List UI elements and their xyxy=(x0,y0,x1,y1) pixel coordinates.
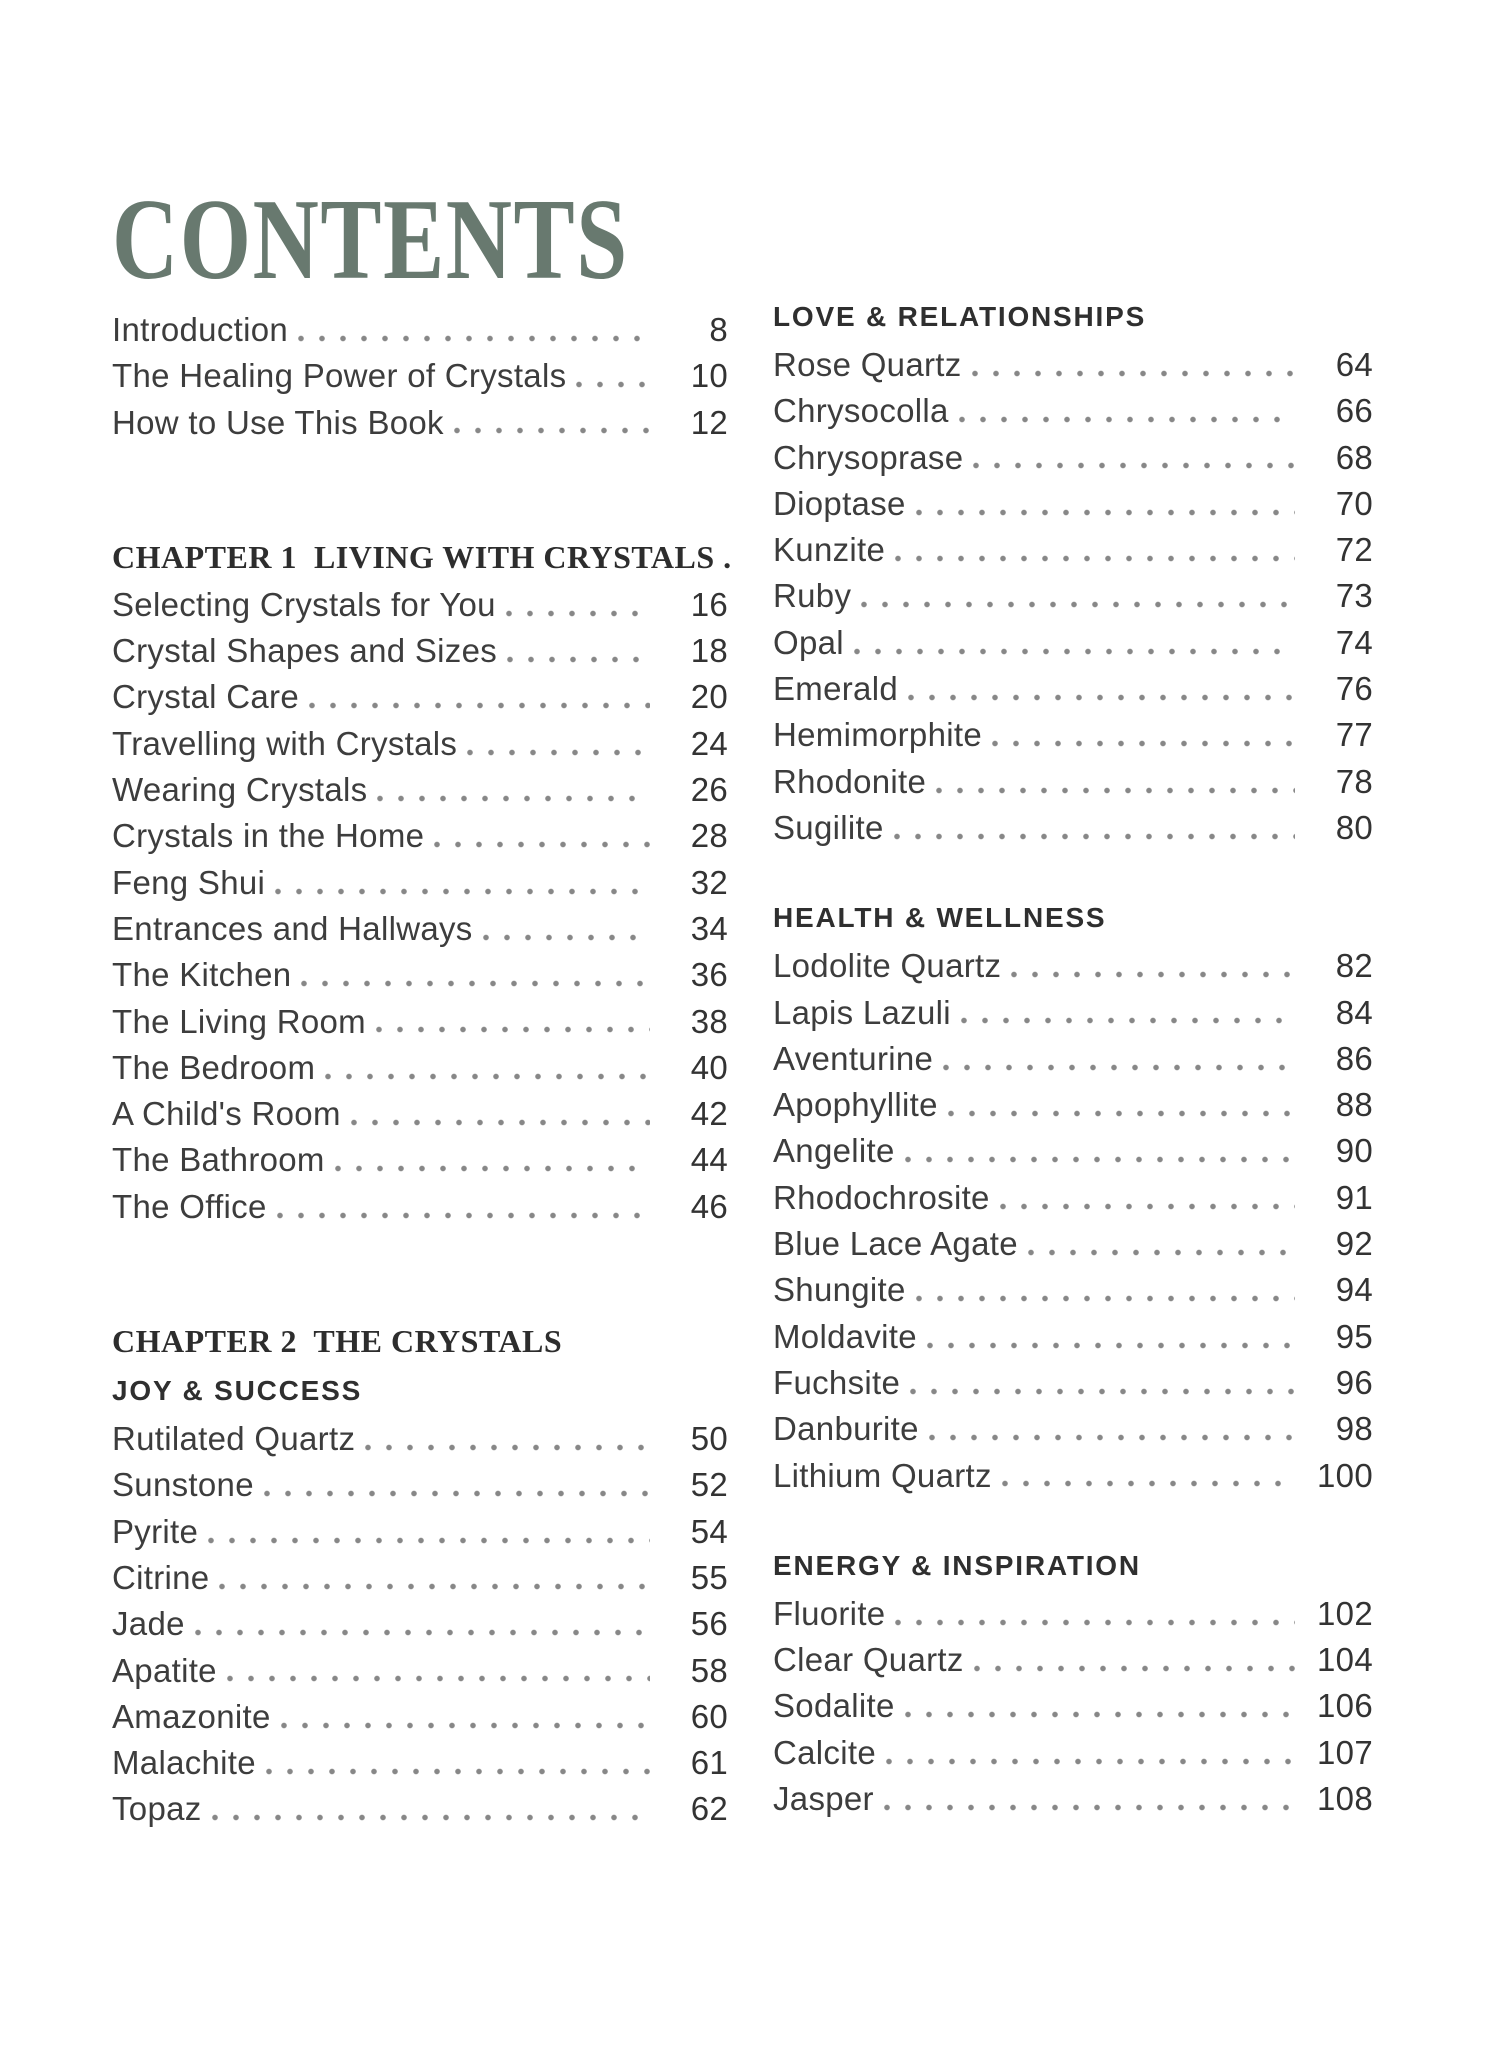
toc-entry-label: Hemimorphite xyxy=(773,716,982,754)
dot-leader xyxy=(467,721,650,767)
toc-entry xyxy=(773,1221,1373,1267)
toc-entry-label: Sugilite xyxy=(773,808,884,846)
toc-entry-label: Apatite xyxy=(112,1651,217,1689)
toc-entry xyxy=(773,342,1373,388)
dot-leader xyxy=(309,674,650,720)
toc-entry-page: 88 xyxy=(1335,1086,1373,1124)
toc-entry xyxy=(773,1175,1373,1221)
dot-leader xyxy=(908,666,1295,712)
dot-leader xyxy=(266,1740,650,1786)
toc-entry-label: Danburite xyxy=(773,1410,919,1448)
dot-leader xyxy=(1028,1221,1295,1267)
dot-leader xyxy=(905,1683,1295,1729)
toc-entry-page: 90 xyxy=(1335,1132,1373,1170)
section-heading: HEALTH & WELLNESS xyxy=(773,902,1107,934)
toc-entry-label: Dioptase xyxy=(773,484,906,522)
dot-leader xyxy=(886,1730,1295,1776)
toc-entry-page: 100 xyxy=(1317,1456,1373,1494)
dot-leader xyxy=(961,990,1295,1036)
dot-leader xyxy=(884,1776,1295,1822)
toc-entry-page: 18 xyxy=(690,632,728,670)
toc-entry-page: 42 xyxy=(690,1095,728,1133)
toc-entry xyxy=(773,805,1373,851)
toc-entry-page: 54 xyxy=(690,1512,728,1550)
toc-entry xyxy=(112,1648,728,1694)
toc-entry xyxy=(773,1036,1373,1082)
dot-leader xyxy=(277,1184,650,1230)
dot-leader xyxy=(948,1082,1295,1128)
dot-leader xyxy=(959,388,1295,434)
toc-entry-page: 60 xyxy=(690,1697,728,1735)
toc-entry-page: 46 xyxy=(690,1187,728,1225)
toc-entry-label: The Living Room xyxy=(112,1002,366,1040)
page-title: CONTENTS xyxy=(112,175,629,304)
toc-entry xyxy=(773,943,1373,989)
toc-entry xyxy=(112,1555,728,1601)
dot-leader xyxy=(936,759,1295,805)
toc-entry-page: 94 xyxy=(1335,1271,1373,1309)
toc-entry-label: Pyrite xyxy=(112,1512,199,1550)
dot-leader xyxy=(854,620,1295,666)
toc-entry-label: Lithium Quartz xyxy=(773,1456,992,1494)
toc-entry-group xyxy=(773,342,1373,851)
toc-entry-page: 28 xyxy=(690,817,728,855)
toc-entry-page: 34 xyxy=(690,909,728,947)
toc-entry-page: 68 xyxy=(1335,438,1373,476)
toc-entry xyxy=(773,1082,1373,1128)
dot-leader xyxy=(434,813,650,859)
toc-entry-label: Selecting Crystals for You xyxy=(112,585,496,623)
toc-entry xyxy=(112,582,728,628)
dot-leader xyxy=(506,582,650,628)
toc-entry-label: Wearing Crystals xyxy=(112,771,368,809)
toc-entry-page: 72 xyxy=(1335,531,1373,569)
toc-entry-label: Lapis Lazuli xyxy=(773,993,951,1031)
toc-entry-page: 107 xyxy=(1317,1733,1373,1771)
toc-column-left xyxy=(112,307,732,1833)
toc-entry xyxy=(773,1267,1373,1313)
toc-entry-label: Sunstone xyxy=(112,1466,254,1504)
toc-entry xyxy=(773,990,1373,1036)
chapter-heading: CHAPTER 2 THE CRYSTALS xyxy=(112,1323,563,1360)
toc-entry-page: 10 xyxy=(690,357,728,395)
toc-entry-label: Clear Quartz xyxy=(773,1641,964,1679)
toc-entry-page: 40 xyxy=(690,1048,728,1086)
dot-leader xyxy=(861,573,1295,619)
toc-entry-page: 98 xyxy=(1335,1410,1373,1448)
dot-leader xyxy=(943,1036,1295,1082)
toc-entry-page: 91 xyxy=(1335,1178,1373,1216)
dot-leader xyxy=(895,1591,1295,1637)
toc-entry xyxy=(112,952,728,998)
dot-leader xyxy=(377,767,650,813)
toc-entry-label: Crystals in the Home xyxy=(112,817,425,855)
toc-entry-label: Travelling with Crystals xyxy=(112,724,458,762)
dot-leader xyxy=(927,1314,1295,1360)
toc-entry-group xyxy=(112,582,728,1230)
toc-entry-page: 73 xyxy=(1335,577,1373,615)
section-heading: JOY & SUCCESS xyxy=(112,1375,363,1407)
toc-entry-label: Citrine xyxy=(112,1558,210,1596)
toc-entry-page: 32 xyxy=(690,863,728,901)
toc-entry xyxy=(112,1045,728,1091)
toc-entry xyxy=(112,400,728,446)
toc-entry xyxy=(773,1730,1373,1776)
toc-entry-page: 102 xyxy=(1317,1594,1373,1632)
toc-entry-page: 70 xyxy=(1335,484,1373,522)
dot-leader xyxy=(281,1694,650,1740)
toc-entry xyxy=(112,1416,728,1462)
toc-entry-label: Angelite xyxy=(773,1132,895,1170)
toc-entry-page: 56 xyxy=(690,1605,728,1643)
toc-entry-label: Emerald xyxy=(773,670,898,708)
dot-leader xyxy=(376,999,650,1045)
toc-entry xyxy=(773,527,1373,573)
toc-entry-group xyxy=(112,1416,728,1833)
toc-entry-page: 38 xyxy=(690,1002,728,1040)
toc-entry-page: 12 xyxy=(690,403,728,441)
toc-entry-label: Topaz xyxy=(112,1790,202,1828)
toc-entry xyxy=(112,999,728,1045)
toc-entry xyxy=(112,1509,728,1555)
toc-entry-label: Ruby xyxy=(773,577,852,615)
toc-entry-page: 78 xyxy=(1335,762,1373,800)
toc-entry xyxy=(112,674,728,720)
toc-entry xyxy=(112,1184,728,1230)
toc-entry xyxy=(112,860,728,906)
toc-entry xyxy=(773,620,1373,666)
toc-entry-page: 92 xyxy=(1335,1225,1373,1263)
toc-entry-page: 55 xyxy=(690,1558,728,1596)
toc-entry xyxy=(773,1360,1373,1406)
section-heading: ENERGY & INSPIRATION xyxy=(773,1549,1141,1581)
toc-entry xyxy=(112,813,728,859)
toc-entry-page: 62 xyxy=(690,1790,728,1828)
toc-entry xyxy=(112,1462,728,1508)
toc-entry-label: Apophyllite xyxy=(773,1086,938,1124)
toc-entry-page: 74 xyxy=(1335,623,1373,661)
toc-entry-label: Fuchsite xyxy=(773,1363,901,1401)
dot-leader xyxy=(972,342,1295,388)
dot-leader xyxy=(1000,1175,1295,1221)
dot-leader xyxy=(916,481,1295,527)
dot-leader xyxy=(507,628,650,674)
toc-column-right xyxy=(773,292,1373,1822)
toc-entry-page: 96 xyxy=(1335,1363,1373,1401)
toc-entry-page: 77 xyxy=(1335,716,1373,754)
toc-entry-label: Entrances and Hallways xyxy=(112,909,473,947)
toc-entry-label: The Bathroom xyxy=(112,1141,325,1179)
toc-entry xyxy=(112,1137,728,1183)
toc-entry-label: Rutilated Quartz xyxy=(112,1420,356,1458)
toc-entry-label: Feng Shui xyxy=(112,863,266,901)
dot-leader xyxy=(208,1509,650,1555)
toc-entry-page: 58 xyxy=(690,1651,728,1689)
toc-entry xyxy=(773,1683,1373,1729)
dot-leader xyxy=(1002,1453,1295,1499)
toc-entry-label: The Kitchen xyxy=(112,956,292,994)
toc-entry xyxy=(773,388,1373,434)
toc-entry-label: Introduction xyxy=(112,311,289,348)
toc-entry xyxy=(112,1786,728,1832)
toc-entry xyxy=(112,1091,728,1137)
dot-leader xyxy=(325,1045,650,1091)
dot-leader xyxy=(576,353,650,399)
toc-entry-label: Rose Quartz xyxy=(773,346,962,383)
dot-leader xyxy=(483,906,650,952)
toc-entry-page: 104 xyxy=(1317,1641,1373,1679)
toc-entry xyxy=(112,1740,728,1786)
toc-entry xyxy=(773,1591,1373,1637)
toc-entry-page: 108 xyxy=(1317,1780,1373,1818)
toc-entry xyxy=(773,712,1373,758)
toc-entry xyxy=(773,1453,1373,1499)
toc-entry xyxy=(773,759,1373,805)
toc-entry-label: Malachite xyxy=(112,1744,256,1782)
toc-entry-page: 26 xyxy=(690,771,728,809)
dot-leader xyxy=(894,805,1295,851)
dot-leader xyxy=(227,1648,650,1694)
toc-entry xyxy=(773,481,1373,527)
toc-entry-page: 95 xyxy=(1335,1317,1373,1355)
toc-entry-page: 82 xyxy=(1335,947,1373,985)
toc-entry-label: Jade xyxy=(112,1605,185,1643)
toc-entry xyxy=(112,353,728,399)
toc-entry xyxy=(112,307,728,353)
toc-entry-label: Shungite xyxy=(773,1271,906,1309)
toc-entry-label: Rhodonite xyxy=(773,762,927,800)
toc-entry-page: 86 xyxy=(1335,1039,1373,1077)
toc-entry-label: The Office xyxy=(112,1187,267,1225)
dot-leader xyxy=(910,1360,1295,1406)
toc-entry xyxy=(112,721,728,767)
toc-entry xyxy=(112,1694,728,1740)
dot-leader xyxy=(365,1416,650,1462)
toc-entry-page: 76 xyxy=(1335,670,1373,708)
toc-entry-group xyxy=(112,307,728,446)
toc-entry-group xyxy=(773,943,1373,1499)
dot-leader xyxy=(905,1128,1295,1174)
dot-leader xyxy=(929,1406,1295,1452)
dot-leader xyxy=(195,1601,650,1647)
dot-leader xyxy=(335,1137,650,1183)
toc-entry xyxy=(773,666,1373,712)
toc-entry-page: 84 xyxy=(1335,993,1373,1031)
toc-entry-label: Rhodochrosite xyxy=(773,1178,990,1216)
toc-entry-label: Chrysocolla xyxy=(773,392,949,430)
toc-entry xyxy=(773,1637,1373,1683)
dot-leader xyxy=(298,307,650,353)
toc-entry-page: 20 xyxy=(690,678,728,716)
dot-leader xyxy=(973,435,1295,481)
toc-entry-label: Opal xyxy=(773,623,844,661)
toc-entry-label: Blue Lace Agate xyxy=(773,1225,1018,1263)
toc-entry-label: How to Use This Book xyxy=(112,403,444,441)
toc-entry-label: Sodalite xyxy=(773,1687,895,1725)
dot-leader xyxy=(1011,943,1295,989)
toc-entry-label: The Healing Power of Crystals xyxy=(112,357,567,395)
toc-entry xyxy=(112,767,728,813)
toc-entry-label: Aventurine xyxy=(773,1039,934,1077)
dot-leader xyxy=(212,1786,650,1832)
toc-entry-page: 16 xyxy=(690,585,728,623)
dot-leader xyxy=(895,527,1295,573)
toc-entry-page: 66 xyxy=(1335,392,1373,430)
toc-entry-page: 106 xyxy=(1317,1687,1373,1725)
dot-leader xyxy=(974,1637,1295,1683)
toc-entry-page: 44 xyxy=(690,1141,728,1179)
dot-leader xyxy=(275,860,650,906)
toc-entry-label: Calcite xyxy=(773,1733,876,1771)
dot-leader xyxy=(992,712,1295,758)
dot-leader xyxy=(454,400,650,446)
toc-entry-label: Chrysoprase xyxy=(773,438,964,476)
toc-entry-page: 61 xyxy=(690,1744,728,1782)
toc-entry-label: Lodolite Quartz xyxy=(773,947,1002,985)
section-heading: LOVE & RELATIONSHIPS xyxy=(773,301,1147,332)
toc-entry-label: Kunzite xyxy=(773,531,886,569)
dot-leader xyxy=(351,1091,650,1137)
toc-entry xyxy=(773,1314,1373,1360)
toc-entry-label: A Child's Room xyxy=(112,1095,341,1133)
toc-entry-label: The Bedroom xyxy=(112,1048,316,1086)
toc-entry-page: 80 xyxy=(1335,808,1373,846)
toc-entry-group xyxy=(773,1591,1373,1822)
toc-entry-page: 24 xyxy=(690,724,728,762)
dot-leader xyxy=(264,1462,650,1508)
toc-entry-label: Moldavite xyxy=(773,1317,917,1355)
toc-entry-page: 64 xyxy=(1335,346,1373,383)
toc-entry xyxy=(773,435,1373,481)
toc-entry-page: 50 xyxy=(690,1420,728,1458)
dot-leader xyxy=(916,1267,1295,1313)
dot-leader xyxy=(219,1555,650,1601)
toc-entry-page: 36 xyxy=(690,956,728,994)
toc-entry xyxy=(773,573,1373,619)
toc-entry-page: 8 xyxy=(709,311,728,348)
toc-entry xyxy=(773,1406,1373,1452)
toc-entry-label: Crystal Shapes and Sizes xyxy=(112,632,498,670)
toc-entry-label: Crystal Care xyxy=(112,678,299,716)
toc-entry xyxy=(112,906,728,952)
toc-entry xyxy=(773,1128,1373,1174)
dot-leader xyxy=(301,952,650,998)
toc-entry-page: 52 xyxy=(690,1466,728,1504)
toc-entry xyxy=(773,1776,1373,1822)
toc-entry-label: Jasper xyxy=(773,1780,874,1818)
toc-entry xyxy=(112,628,728,674)
chapter-heading: CHAPTER 1 LIVING WITH CRYSTALS . xyxy=(112,538,732,575)
toc-entry xyxy=(112,1601,728,1647)
toc-entry-label: Amazonite xyxy=(112,1697,271,1735)
toc-entry-label: Fluorite xyxy=(773,1594,886,1632)
